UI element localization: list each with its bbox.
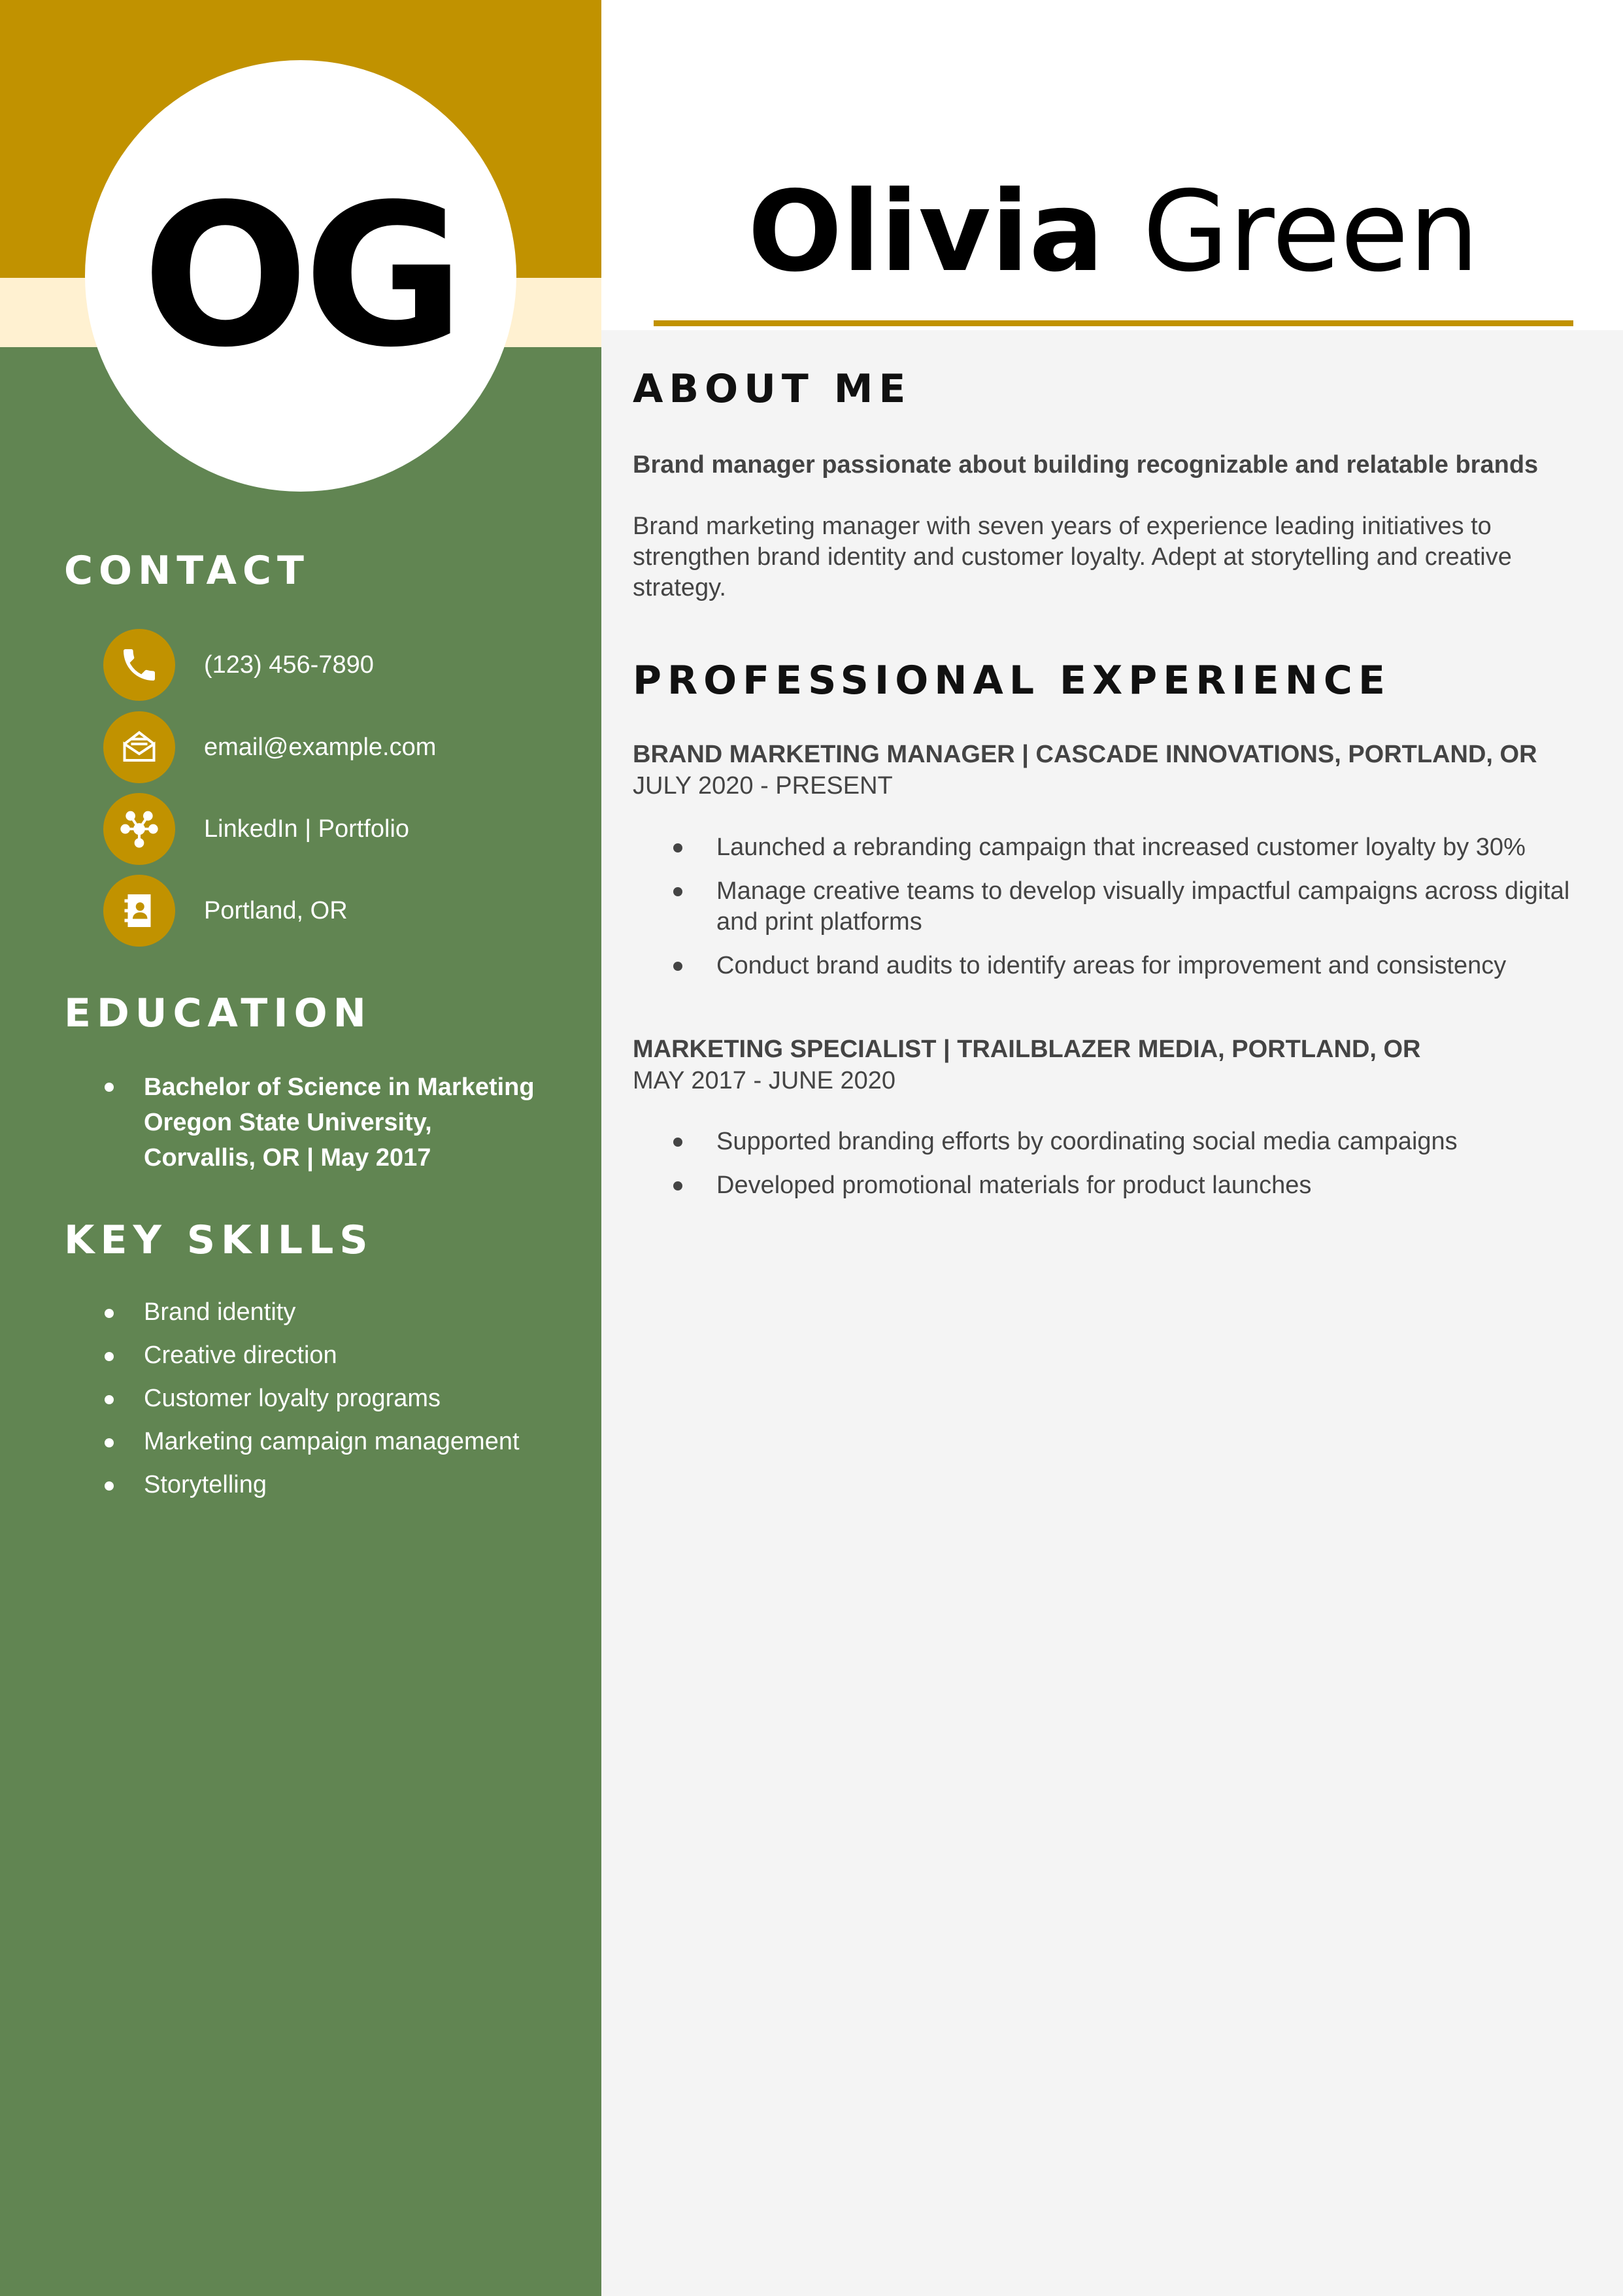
about-lead: Brand manager passionate about building recognizable and relatable brands <box>633 451 1539 479</box>
job-bullet: Developed promotional materials for product launches <box>673 1170 1588 1201</box>
address-book-icon <box>103 875 175 947</box>
email-text[interactable]: email@example.com <box>204 733 437 761</box>
contact-heading: CONTACT <box>64 548 310 594</box>
job-bullet: Manage creative teams to develop visually impactful campaigns across digital and print platforms <box>673 876 1588 937</box>
job-title: MARKETING SPECIALIST | TRAILBLAZER MEDIA, PORTLAND, OR <box>633 1036 1421 1063</box>
education-school: Oregon State University, <box>144 1109 432 1136</box>
job-bullets <box>673 1126 1588 1214</box>
phone-icon <box>103 629 175 701</box>
experience-heading: PROFESSIONAL EXPERIENCE <box>633 658 1391 703</box>
education-heading: EDUCATION <box>64 990 372 1036</box>
education-degree: Bachelor of Science in Marketing <box>144 1073 535 1101</box>
monogram-circle <box>85 60 516 492</box>
skills-list <box>105 1296 520 1511</box>
skill-item: Customer loyalty programs <box>105 1382 520 1425</box>
job-dates: JULY 2020 - PRESENT <box>633 772 893 800</box>
first-name: Olivia <box>748 167 1104 297</box>
job-bullets <box>673 832 1588 994</box>
candidate-name <box>654 167 1573 297</box>
last-name: Green <box>1143 167 1479 297</box>
about-body: Brand marketing manager with seven years of experience leading initiatives to strengthen brand identity and customer loyalty. Adept at storytelling and creative strategy. <box>633 513 1512 601</box>
location-text: Portland, OR <box>204 896 348 924</box>
job-bullet: Supported branding efforts by coordinating social media campaigns <box>673 1126 1588 1157</box>
skill-item: Marketing campaign management <box>105 1425 520 1468</box>
job-dates: MAY 2017 - JUNE 2020 <box>633 1067 896 1094</box>
links-text[interactable]: LinkedIn | Portfolio <box>204 815 410 843</box>
education-entry <box>105 1070 535 1175</box>
contact-email <box>103 711 436 783</box>
network-icon <box>103 793 175 865</box>
phone-text[interactable]: (123) 456-7890 <box>204 650 374 679</box>
contact-location <box>103 875 348 947</box>
job-title: BRAND MARKETING MANAGER | CASCADE INNOVATIONS, PORTLAND, OR <box>633 741 1537 768</box>
about-heading: ABOUT ME <box>633 366 912 412</box>
monogram-text: OG <box>142 161 460 390</box>
education-location-date: Corvallis, OR | May 2017 <box>144 1144 431 1172</box>
job-bullet: Conduct brand audits to identify areas for improvement and consistency <box>673 951 1588 981</box>
contact-phone <box>103 629 374 701</box>
skill-item: Brand identity <box>105 1296 520 1339</box>
contact-links <box>103 793 409 865</box>
skills-heading: KEY SKILLS <box>64 1217 374 1263</box>
education-list <box>105 1070 535 1175</box>
job-bullet: Launched a rebranding campaign that increased customer loyalty by 30% <box>673 832 1588 863</box>
skill-item: Creative direction <box>105 1339 520 1382</box>
name-underline <box>654 320 1573 326</box>
email-icon <box>103 711 175 783</box>
skill-item: Storytelling <box>105 1468 520 1511</box>
